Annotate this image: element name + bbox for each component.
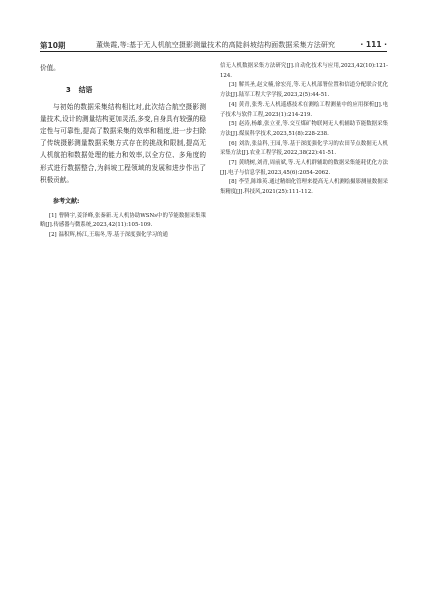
reference-tag: [2] xyxy=(49,232,57,239)
reference-continuation xyxy=(220,62,388,81)
running-title: 董焕霞,等:基于无人机航空摄影测量技术的高陡斜坡结构面数据采集方法研究 xyxy=(96,41,336,49)
reference-text: 李莹,陈维英.通过精细化管理来提高无人机测绘摄影测量数据采集精度[J].科技风,2021(25):111-112. xyxy=(220,179,388,196)
reference-text: 解其圣,赵文楠,徐宏亮,等.无人机部署位置和信道分配联合优化方法[J].陆军工程大学学报,2023,2(5):44-51. xyxy=(220,82,388,99)
reference-text: 信无人机数据采集方法研究[J].自动化技术与应用,2023,42(10):121-124. xyxy=(220,63,388,79)
reference-item xyxy=(220,159,388,178)
reference-text: 曹腾宇,姜泽峰,张秦新.无人机协助WSNs中的节能数据采集策略[J].传感器与微系统,2023,42(11):105-109. xyxy=(40,212,206,229)
right-column xyxy=(220,62,388,198)
reference-tag: [4] xyxy=(229,101,237,108)
reference-tag: [5] xyxy=(229,121,237,128)
reference-item xyxy=(220,101,388,120)
lead-line: 价值。 xyxy=(40,64,60,72)
reference-item xyxy=(220,140,388,159)
reference-item xyxy=(40,231,206,241)
section-number: 3 xyxy=(66,86,71,95)
section-title: 结语 xyxy=(78,86,93,95)
reference-tag: [7] xyxy=(229,160,237,167)
conclusion-paragraph: 与初始的数据采集结构相比对,此次结合航空摄影测量技术,设计的测量结构更加灵活,多变,自身具有较强的稳定性与可靠性,提高了数据采集的效率和精度,进一步扫除了传统摄影测量数据采集方式存在的挑战和限制,提高无人机航拍和数据处理的能力和效率,以全方位、多角度的形式进行数据整合,为斜坡工程领域的发展和进步作出了积极贡献。 xyxy=(40,103,206,184)
reference-tag: [6] xyxy=(229,140,237,147)
issue-label: 第10期 xyxy=(40,41,66,50)
header-rule xyxy=(40,51,387,52)
section-heading xyxy=(66,84,206,94)
reference-item xyxy=(40,212,206,231)
reference-item xyxy=(220,178,388,197)
reference-text: 黄晓树,刘青,周前斌,等.无人机群辅助的数据采集能耗优化方法[J].电子与信息学报,2023,45(6):2054-2062. xyxy=(220,160,388,176)
reference-text: 黄青,张秀.无人机遥感技术在测绘工程测量中的应用探析[J].电子技术与软件工程,2023(1):214-219. xyxy=(220,101,388,118)
reference-text: 温积辉,杨江,王瑞冬,等.基于深度强化学习的通 xyxy=(58,232,168,239)
reference-tag: [8] xyxy=(229,179,237,186)
page-number: · 111 · xyxy=(360,40,387,49)
reference-item xyxy=(220,81,388,100)
reference-text: 赵涛,杨雄,张立亚,等.交互煤矿物联网无人机辅助节能数据采集方法[J].煤炭科学技术,2023,51(8):228-238. xyxy=(220,121,388,137)
left-column xyxy=(40,62,206,241)
page-header xyxy=(40,36,387,52)
reference-tag: [1] xyxy=(49,212,57,219)
references-heading: 参考文献: xyxy=(53,197,80,205)
reference-text: 刘浩,张益科,王园,等.基于深度强化学习的农田节点数据无人机采集方法[J].农业工程学报,2022,38(22):41-51. xyxy=(220,140,388,157)
reference-tag: [3] xyxy=(229,82,237,89)
reference-item xyxy=(220,120,388,139)
